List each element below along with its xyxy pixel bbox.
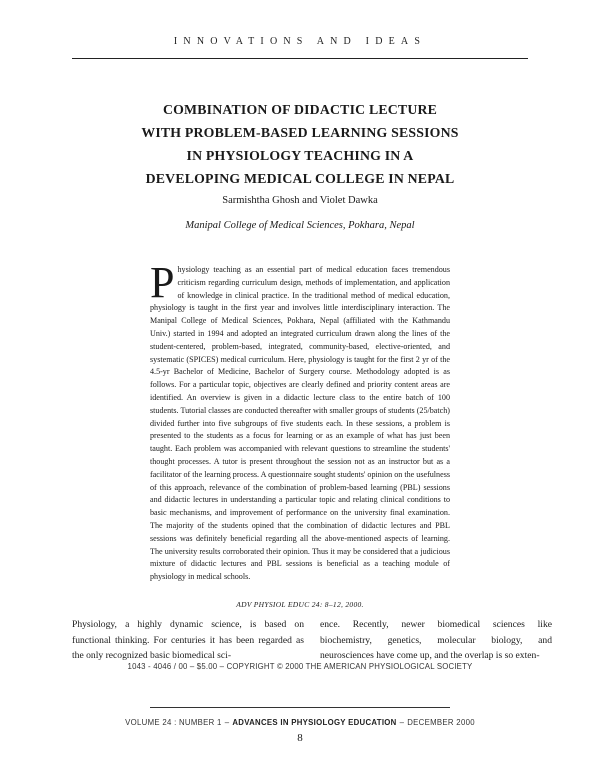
body-column-right: ence. Recently, newer biomedical sciences like biochemistry, genetics, molecular biology, and neurosciences have come up, and the overlap is so exten- (320, 619, 552, 662)
abstract (150, 258, 450, 584)
drop-cap: P (150, 258, 175, 307)
volume-info: VOLUME 24 : NUMBER 1 (125, 718, 222, 727)
authors: Sarmishtha Ghosh and Violet Dawka (222, 195, 378, 206)
abstract-text: hysiology teaching as an essential part of medical education faces tremendous criticism regarding curriculum design, methods of implementation, and application of knowledge in clinical practice. In the traditional method of medical education, physiology is taught in the first year and involves little interdisciplinary interaction. The Manipal College of Medical Sciences, Pokhara, Nepal (affiliated with the Kathmandu Univ.) started in 1994 and adopted an integrated curriculum drawn along the lines of the student-centered, problem-based, integrated, community-based, elective-oriented, and systematic (SPICES) medical curriculum. Here, physiology is taught for the first 2 yr of the 4.5-yr Bachelor of Medicine, Bachelor of Surgery course. Methodology adopted is as follows. For a particular topic, objectives are clearly defined and priority content areas are identified. An overview is given in a didactic lecture class to the entire batch of 100 students. Tutorial classes are conducted thereafter with smaller groups of students (25/batch) divided further into five subgroups of five students each. In these sessions, a problem is presented to the students as a focus for learning or as an example of what has just been taught. Each problem was accompanied with relevant questions to streamline the students' thought processes. A tutor is present throughout the session not as an instructor but as a facilitator of the learning process. A questionnaire sought students' opinion on the usefulness of this approach, relevance of the combination of problem-based learning (PBL) sessions and didactic lectures in understanding a particular topic and relating clinical conditions to basic mechanisms, and improvement of performance on the university final examination. The majority of the students opined that the combination of didactic lectures and PBL sessions was definitely beneficial regarding all the above-mentioned aspects of learning. The university results corroborated their opinion. Thus it may be considered that a judicious mixture of didactic lectures and PBL sessions is beneficial as a teaching module of physiology in medical schools. (150, 265, 450, 582)
footer-separator: – (224, 718, 230, 727)
article-title (72, 98, 528, 190)
copyright-notice: 1043 - 4046 / 00 – $5.00 – COPYRIGHT © 2000 THE AMERICAN PHYSIOLOGICAL SOCIETY (127, 662, 473, 671)
title-line: IN PHYSIOLOGY TEACHING IN A (186, 148, 414, 163)
header-rule (72, 58, 528, 59)
affiliation: Manipal College of Medical Sciences, Pokhara, Nepal (185, 220, 415, 231)
page-number: 8 (297, 732, 303, 744)
journal-name: ADVANCES IN PHYSIOLOGY EDUCATION (232, 718, 397, 727)
journal-citation: ADV PHYSIOL EDUC 24: 8–12, 2000. (236, 600, 364, 609)
issue-date: DECEMBER 2000 (407, 718, 475, 727)
footer-rule (150, 707, 450, 708)
journal-footer (72, 718, 528, 727)
title-line: WITH PROBLEM-BASED LEARNING SESSIONS (141, 125, 459, 140)
footer-separator: – (399, 718, 405, 727)
title-line: DEVELOPING MEDICAL COLLEGE IN NEPAL (145, 171, 455, 186)
title-line: COMBINATION OF DIDACTIC LECTURE (162, 102, 438, 117)
body-column-left: Physiology, a highly dynamic science, is based on functional thinking. For centuries it has been regarded as the only recognized basic biomedical sci- (72, 619, 304, 662)
section-header: INNOVATIONS AND IDEAS (173, 36, 427, 47)
